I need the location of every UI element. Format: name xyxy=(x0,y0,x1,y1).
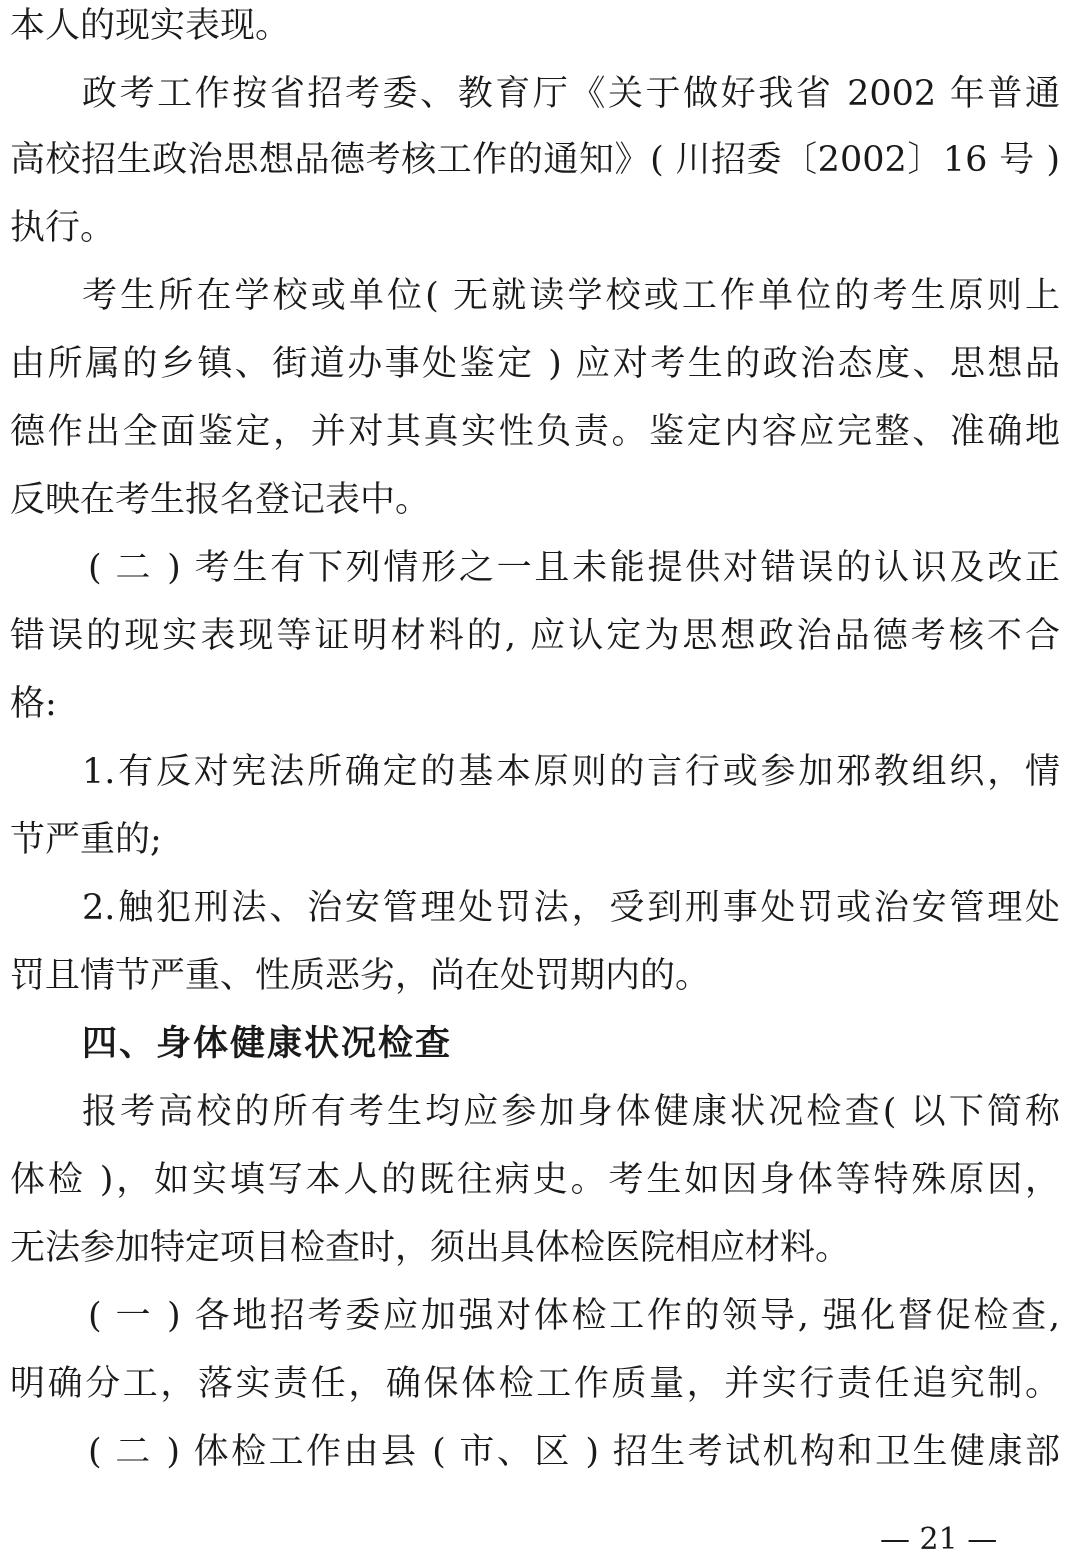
text-line-21: 明确分工，落实责任，确保体检工作质量，并实行责任追究制。 xyxy=(10,1364,1060,1404)
page-number: — 21 — xyxy=(880,1522,998,1557)
text-line-10: 错误的现实表现等证明材料的, 应认定为思想政治品德考核不合 xyxy=(10,616,1060,656)
text-line-7: 德作出全面鉴定，并对其真实性负责。鉴定内容应完整、准确地 xyxy=(10,412,1060,452)
text-line-11: 格: xyxy=(10,684,57,724)
text-line-18: 体检 )，如实填写本人的既往病史。考生如因身体等特殊原因， xyxy=(10,1160,1060,1200)
text-line-19: 无法参加特定项目检查时，须出具体检医院相应材料。 xyxy=(10,1228,851,1268)
text-line-12: 1.有反对宪法所确定的基本原则的言行或参加邪教组织，情 xyxy=(82,752,1060,792)
text-line-13: 节严重的; xyxy=(10,820,162,860)
text-line-3: 高校招生政治思想品德考核工作的通知》( 川招委〔2002〕16 号 ) xyxy=(10,140,1060,180)
text-line-1: 本人的现实表现。 xyxy=(10,6,291,46)
text-line-5: 考生所在学校或单位( 无就读学校或工作单位的考生原则上 xyxy=(82,276,1060,316)
text-line-14: 2.触犯刑法、治安管理处罚法，受到刑事处罚或治安管理处 xyxy=(82,888,1060,928)
section-heading: 四、身体健康状况检查 xyxy=(82,1024,453,1064)
text-line-15: 罚且情节严重、性质恶劣，尚在处罚期内的。 xyxy=(10,956,711,996)
text-line-2: 政考工作按省招考委、教育厅《关于做好我省 2002 年普通 xyxy=(82,74,1060,114)
text-line-20: ( 一 ) 各地招考委应加强对体检工作的领导, 强化督促检查, xyxy=(88,1296,1060,1336)
text-line-22: ( 二 ) 体检工作由县 ( 市、区 ) 招生考试机构和卫生健康部 xyxy=(88,1432,1060,1472)
text-line-17: 报考高校的所有考生均应参加身体健康状况检查( 以下简称 xyxy=(82,1092,1060,1132)
text-line-9: ( 二 ) 考生有下列情形之一且未能提供对错误的认识及改正 xyxy=(88,548,1060,588)
text-line-8: 反映在考生报名登记表中。 xyxy=(10,480,431,520)
text-line-6: 由所属的乡镇、街道办事处鉴定 ) 应对考生的政治态度、思想品 xyxy=(10,344,1060,384)
text-line-4: 执行。 xyxy=(10,208,116,248)
